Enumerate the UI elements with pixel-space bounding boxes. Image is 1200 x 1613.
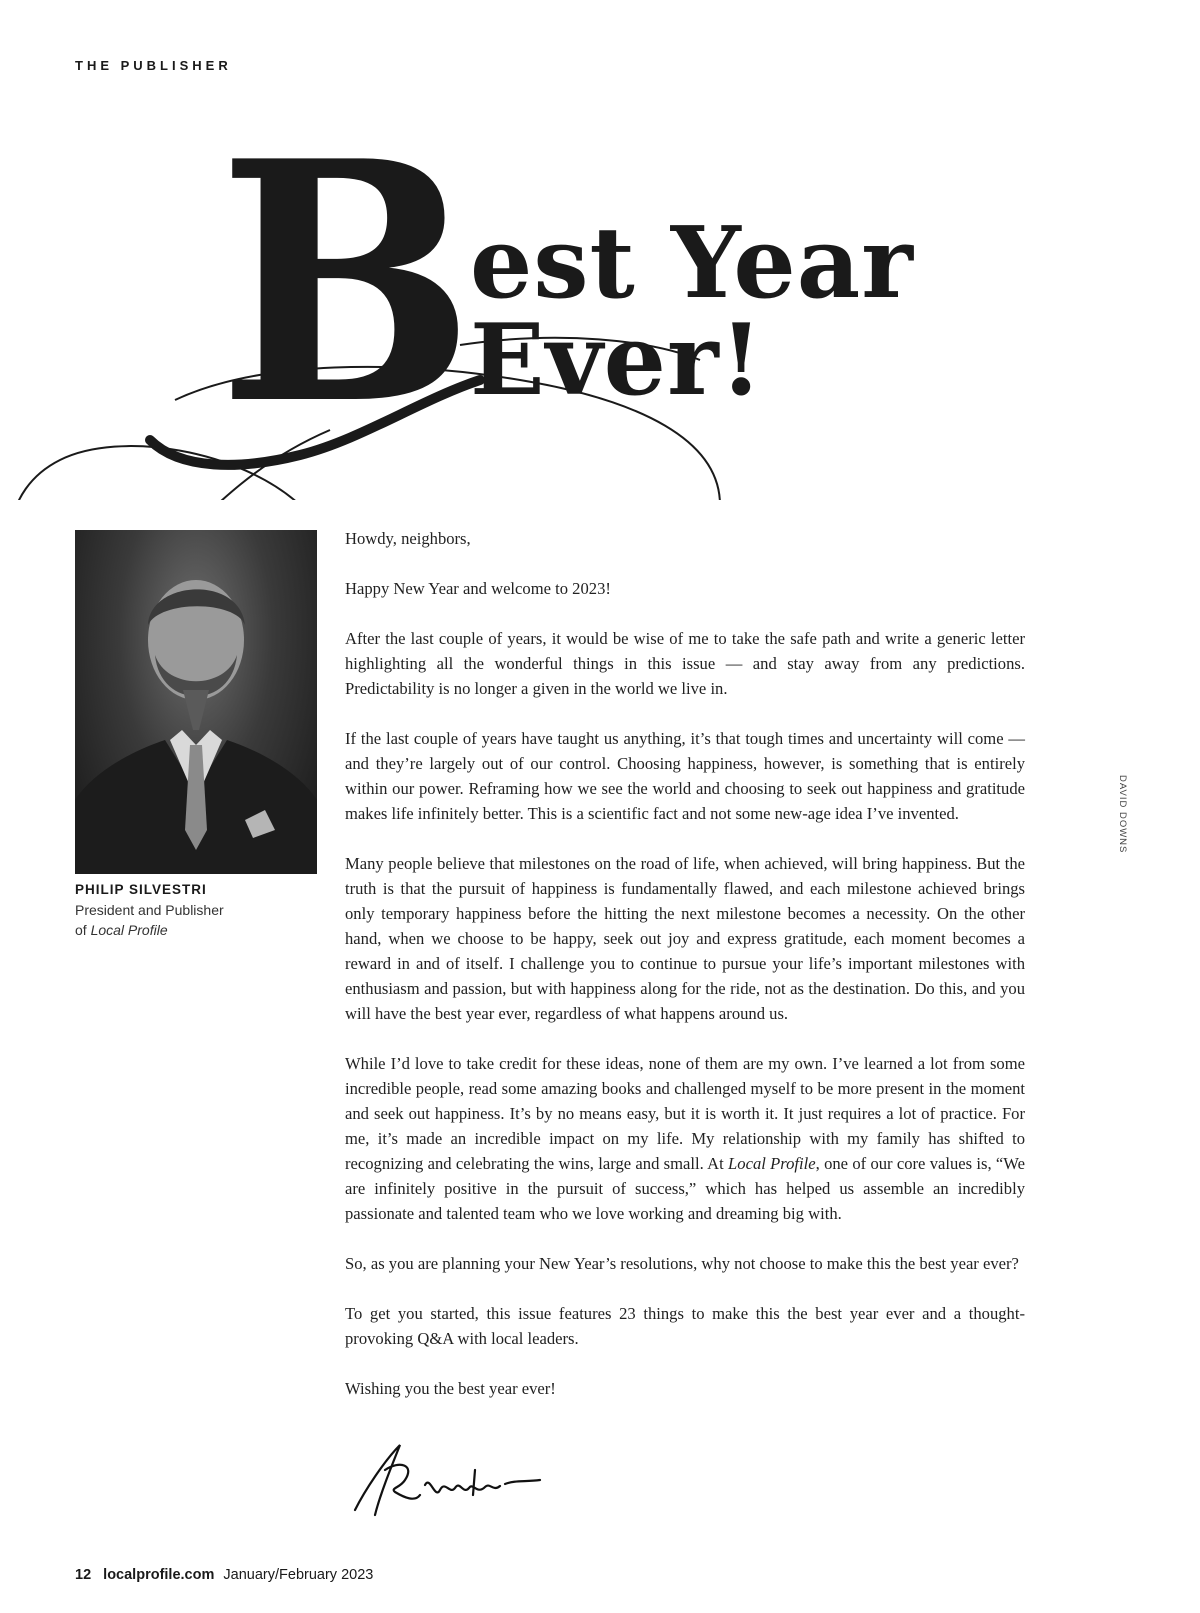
letter-paragraph-7: To get you started, this issue features 23 things to make this the best year ever and a thought-provoking Q&A with local leaders.: [345, 1304, 1025, 1348]
author-portrait: [75, 530, 317, 874]
letter-paragraph-4: Many people believe that milestones on the road of life, when achieved, will bring happiness. But the truth is that the pursuit of happiness is fundamentally flawed, and each milestone achieved brings only temporary happiness before the hitting the next milestone becomes a necessity. On the other hand, when we choose to be happy, seek out joy and express gratitude, each moment becomes a reward in and of itself. I challenge you to continue to pursue your life’s important milestones with enthusiasm and passion, but with happiness along for the ride, not as the destination. Do this, and you will have the best year ever, regardless of what happens around us.: [345, 854, 1025, 1023]
page-footer: [75, 1567, 373, 1583]
goatee: [183, 690, 209, 730]
letter-paragraph-2: After the last couple of years, it would be wise of me to take the safe path and write a generic letter highlighting all the wonderful things in this issue — and stay away from any predictions. Predictability is no longer a given in the world we live in.: [345, 629, 1025, 698]
headline-line-2: Ever!: [470, 303, 764, 418]
footer-site: localprofile.com: [103, 1567, 215, 1583]
publisher-letter: [345, 526, 1025, 1426]
letter-paragraph-5-italic: Local Profile: [728, 1154, 816, 1173]
author-signature: [345, 1440, 565, 1520]
letter-closing: Wishing you the best year ever!: [345, 1379, 556, 1398]
photo-credit: DAVID DOWNS: [1117, 775, 1128, 854]
portrait-illustration: [75, 530, 317, 874]
letter-paragraph-1: Happy New Year and welcome to 2023!: [345, 579, 611, 598]
headline-initial: B: [218, 89, 475, 477]
letter-paragraph-5-before: While I’d love to take credit for these ideas, none of them are my own. I’ve learned a lot from some incredible people, read some amazing books and challenged myself to be more present in the moment and seek out happiness. It’s by no means easy, but it is worth it. It just requires a lot of practice. For me, it’s made an incredible impact on my life. My relationship with my family has shifted to recognizing and celebrating the wins, large and small. At: [345, 1054, 1025, 1173]
letter-paragraph-5-after: , one of our core values is, “We are infinitely positive in the pursuit of success,” which has helped us assemble an incredibly passionate and talented team who we love working and dreaming big with.: [345, 1154, 1025, 1223]
author-caption: [75, 882, 315, 940]
footer-issue: January/February 2023: [223, 1567, 374, 1583]
letter-paragraph-5: [345, 1051, 1025, 1226]
section-label: THE PUBLISHER: [75, 58, 232, 73]
author-name: PHILIP SILVESTRI: [75, 882, 207, 897]
page-number: 12: [75, 1567, 92, 1583]
letter-paragraph-3: If the last couple of years have taught us anything, it’s that tough times and uncertainty will come — and they’re largely out of our control. Choosing happiness, however, is something that is entirely within our power. Reframing how we see the world and choosing to seek out happiness and gratitude makes life infinitely better. This is a scientific fact and not some new-age idea I’ve invented.: [345, 729, 1025, 823]
author-title: President and Publisher: [75, 902, 224, 918]
author-publication: Local Profile: [90, 922, 168, 938]
letter-greeting: Howdy, neighbors,: [345, 529, 471, 548]
author-publication-prefix: of: [75, 922, 91, 938]
author-publication-line: [75, 920, 315, 940]
headline-line-1: est Year: [470, 206, 914, 321]
letter-paragraph-6: So, as you are planning your New Year’s resolutions, why not choose to make this the best year ever?: [345, 1254, 1019, 1273]
